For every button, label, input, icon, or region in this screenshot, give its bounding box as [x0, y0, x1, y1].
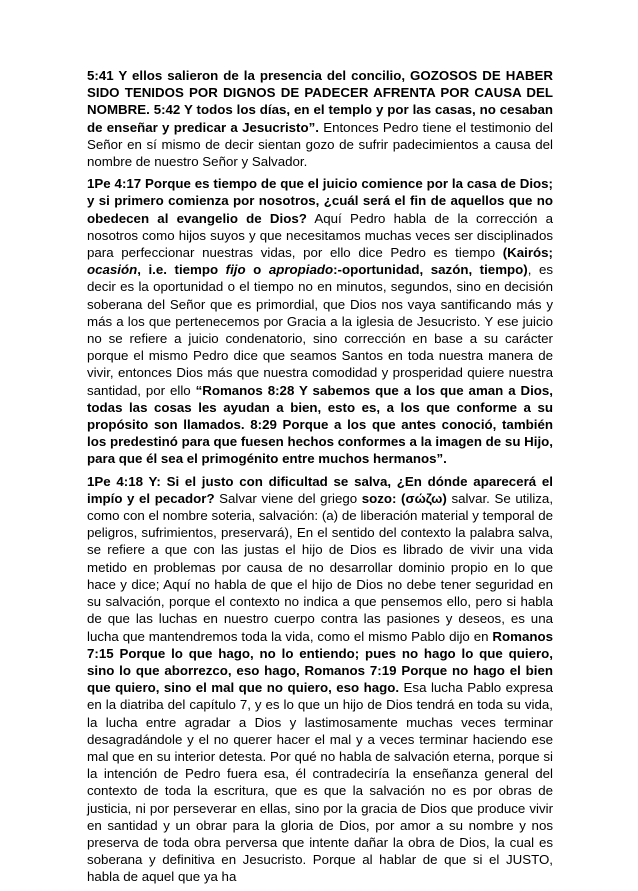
text-run: 1Pe 4:17 Porque es tiempo de que el juicio comience por la casa de Dios; y si primero comienza por nosotros, ¿cuál será el fin de aquellos que no obedecen al evangelio de Dios? — [87, 176, 553, 226]
paragraph-hechos-5-41 — [87, 67, 553, 170]
text-run: Salvar viene del griego — [214, 490, 362, 506]
text-run: Entonces Pedro tiene el testimonio del Señor en sí mismo de decir sientan gozo de sufrir padecimientos a causa del nombre de nuestro Señor y Salvador. — [87, 119, 553, 170]
paragraph-1pe-4-18 — [87, 473, 553, 886]
text-run: fijo — [225, 262, 246, 278]
text-run: o — [245, 262, 269, 278]
text-run: 5:41 Y ellos salieron de la presencia del concilio, GOZOSOS DE HABER SIDO TENIDOS POR DIGNOS DE PADECER AFRENTA POR CAUSA DEL NOMBRE. 5:42 Y todos los días, en el templo y por las casas, no cesaban de enseñar y predicar a Jesucristo”. — [87, 68, 553, 135]
text-run: “Romanos 8:28 Y sabemos que a los que aman a Dios, todas las cosas les ayudan a bien, esto es, a los que conforme a su propósito son llamados. 8:29 Porque a los que antes conoció, también los predestinó para que fuesen hechos conformes a la imagen de su Hijo, para que él sea el primogénito entre muchos hermanos”. — [87, 382, 553, 467]
text-run: , es decir es la oportunidad o el tiempo no en minutos, segundos, sino en decisión soberana del Señor que es primordial, que Dios nos vaya santificando más y más a los que pertenecemos por Gracia a la iglesia de Jesucristo. Y ese juicio no se refiere a juicio condenatorio, sino corrección en base a su carácter porque el mismo Pedro dice que seamos Santos en toda nuestra manera de vivir, entonces Dios más que nuestra comodidad y prosperidad quiere nuestra santidad, por ello — [87, 262, 553, 398]
text-run: Esa lucha Pablo expresa en la diatriba del capítulo 7, y es lo que un hijo de Dios tendrá en toda su vida, la lucha entre agradar a Dios y lastimosamente muchas veces terminar desagradándole y el no querer hacer el mal y a veces terminar haciendo ese mal que en su interior detesta. Por qué no habla de salvación eterna, porque si la intención de Pedro fuera esa, él contradeciría la enseñanza general del contexto de toda la escritura, que es que la salvación no es por obras de justicia, ni por perseverar en ellas, sino por la gracia de Dios que produce vivir en santidad y un obrar para la gloria de Dios, por amor a su nombre y nos preserva de toda obra perversa que intente dañar la obra de Dios, la cual es soberana y definitiva en Jesucristo. Porque al hablar de que si el JUSTO, habla de aquel que ya ha — [87, 680, 553, 885]
text-run: ocasión — [87, 262, 138, 278]
text-run: Romanos 7:15 Porque lo que hago, no lo entiendo; pues no hago lo que quiero, sino lo que aborrezco, eso hago, Romanos 7:19 Porque no hago el bien que quiero, sino el mal que no quiero, eso hago. — [87, 628, 553, 696]
paragraph-1pe-4-17 — [87, 175, 553, 467]
text-run: (Kairós; — [502, 245, 553, 261]
text-run: , i.e. tiempo — [137, 262, 226, 278]
text-run: 1Pe 4:18 Y: Si el justo con dificultad se salva, ¿En dónde aparecerá el impío y el pecador? — [87, 473, 553, 506]
text-run: sozo: (σώζω) — [361, 490, 447, 506]
text-run: salvar. Se utiliza, como con el nombre soteria, salvación: (a) de liberación material y temporal de peligros, sufrimientos, preservará), En el sentido del contexto la palabra salva, se refiere a que con las justas el hijo de Dios es librado de vivir una vida metido en problemas por causa de no desarrollar dominio propio en lo que hace y dice; Aquí no habla de que el hijo de Dios no debe tener seguridad en su salvación, porque el contexto no indica a que pensemos ello, pero si habla de que las luchas en nuestro cuerpo contra las pasiones y deseos, es una lucha que mantendremos toda la vida, como el mismo Pablo dijo en — [87, 490, 554, 644]
text-run: Aquí Pedro habla de la corrección a nosotros como hijos suyos y que necesitamos muchas veces ser disciplinados para perfeccionar nuestras vidas, por ello dice Pedro es tiempo — [87, 210, 553, 261]
text-run: :-oportunidad, sazón, tiempo) — [333, 262, 528, 278]
document-page — [87, 67, 553, 891]
text-run: apropiado — [268, 262, 334, 278]
